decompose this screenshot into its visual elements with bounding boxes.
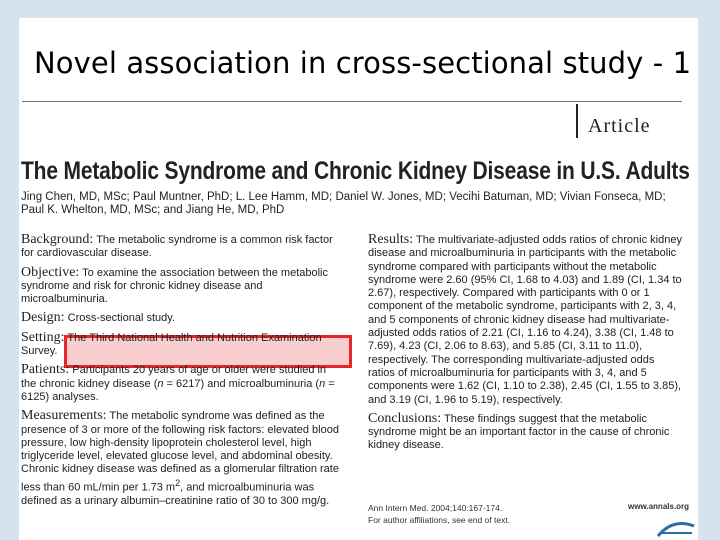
patients-text-b: = 6217) and microalbuminuria (: [163, 377, 320, 390]
objective-text: To examine the association between the metabolic syndrome and risk for chronic kidney disease and microalbuminuria.: [21, 266, 328, 306]
conclusions-section: [368, 412, 684, 453]
measurements-text-a: The metabolic syndrome was defined as the presence of 3 or more of the following risk factors: elevated blood pressure, low high-density lipoprotein cholesterol level, high triglyceride level, elevated glucose level, and abdominal obesity. Chronic kidney disease was defined as a glomerular filtration rate less than 60 mL/min per 1.73 m: [21, 410, 339, 494]
results-section: [368, 233, 684, 407]
abstract-left-column: [21, 233, 339, 513]
journal-url: www.annals.org: [628, 502, 690, 511]
patients-n-1: n: [157, 377, 164, 390]
authors-line-2: Paul K. Whelton, MD, MSc; and Jiang He, MD, PhD: [21, 204, 285, 216]
design-section: [21, 311, 339, 325]
measurements-section: [21, 409, 339, 508]
citation-line-1: Ann Intern Med. 2004;140:167-174.: [368, 503, 503, 513]
design-heading: Design:: [21, 310, 65, 326]
article-divider: [576, 104, 578, 138]
journal-citation: [368, 502, 510, 526]
measurements-superscript: 2: [175, 477, 181, 488]
slide-frame-top: [0, 0, 720, 18]
conclusions-heading: Conclusions:: [368, 410, 442, 426]
objective-section: [21, 266, 339, 307]
results-text: The multivariate-adjusted odds ratios of chronic kidney disease and microalbuminuria in participants with the metabolic syndrome compared with participants without the metabolic syndrome were 2.60 (95% CI, 1.68 to 4.03) and 1.89 (CI, 1.34 to 2.67), respectively. Compared with participants with 0 or 1 component of the metabolic syndrome, participants with 2, 3, 4, and 5 components of chronic kidney disease had multivariate-adjusted odds ratios of 2.21 (CI, 1.16 to 4.24), 3.38 (CI, 1.48 to 7.69), 4.23 (CI, 2.06 to 8.63), and 5.85 (CI, 3.11 to 11.0), respectively. The corresponding multivariate-adjusted odds ratios of microalbuminuria for participants with 3, 4, and 5 components were 1.62 (CI, 1.10 to 2.38), 2.45 (CI, 1.55 to 3.85), and 3.19 (CI, 1.96 to 5.19), respectively.: [368, 234, 682, 406]
setting-heading: Setting:: [21, 329, 65, 345]
conclusions-text: These findings suggest that the metabolic syndrome might be an important factor in the cause of chronic kidney disease.: [368, 412, 670, 452]
article-section-label: Article: [588, 115, 651, 137]
paper-authors: [21, 191, 701, 217]
paper-title: The Metabolic Syndrome and Chronic Kidney Disease in U.S. Adults: [21, 157, 690, 185]
background-text: The metabolic syndrome is a common risk factor for cardiovascular disease.: [21, 234, 333, 260]
objective-heading: Objective:: [21, 264, 80, 280]
measurements-text-b: , and microalbuminuria was defined as a urinary albumin–creatinine ratio of 30 to 300 mg/g.: [21, 481, 330, 507]
patients-text-a: Participants 20 years of age or older were studied in the chronic kidney disease (: [21, 364, 327, 390]
background-heading: Background:: [21, 232, 94, 247]
slide-title: Novel association in cross-sectional study - 1: [34, 46, 692, 80]
title-divider: [22, 101, 682, 102]
setting-section: [21, 331, 339, 359]
journal-logo-icon: [648, 518, 698, 538]
citation-line-2: For author affiliations, see end of text.: [368, 515, 511, 525]
results-heading: Results:: [368, 232, 414, 247]
design-text: Cross-sectional study.: [67, 312, 176, 325]
setting-text: The Third National Health and Nutrition Examination Survey.: [21, 331, 322, 358]
slide-frame-right: [698, 0, 720, 540]
authors-line-1: Jing Chen, MD, MSc; Paul Muntner, PhD; L. Lee Hamm, MD; Daniel W. Jones, MD; Vecihi Batuman, MD; Vivian Fonseca, MD;: [21, 191, 666, 203]
background-section: [21, 233, 339, 261]
patients-n-2: n: [319, 377, 326, 390]
patients-text-c: = 6125) analyses.: [21, 377, 335, 403]
patients-section: [21, 363, 339, 404]
patients-heading: Patients:: [21, 362, 70, 378]
measurements-heading: Measurements:: [21, 408, 107, 424]
abstract-right-column: [368, 233, 684, 458]
slide-frame-left: [0, 0, 19, 540]
